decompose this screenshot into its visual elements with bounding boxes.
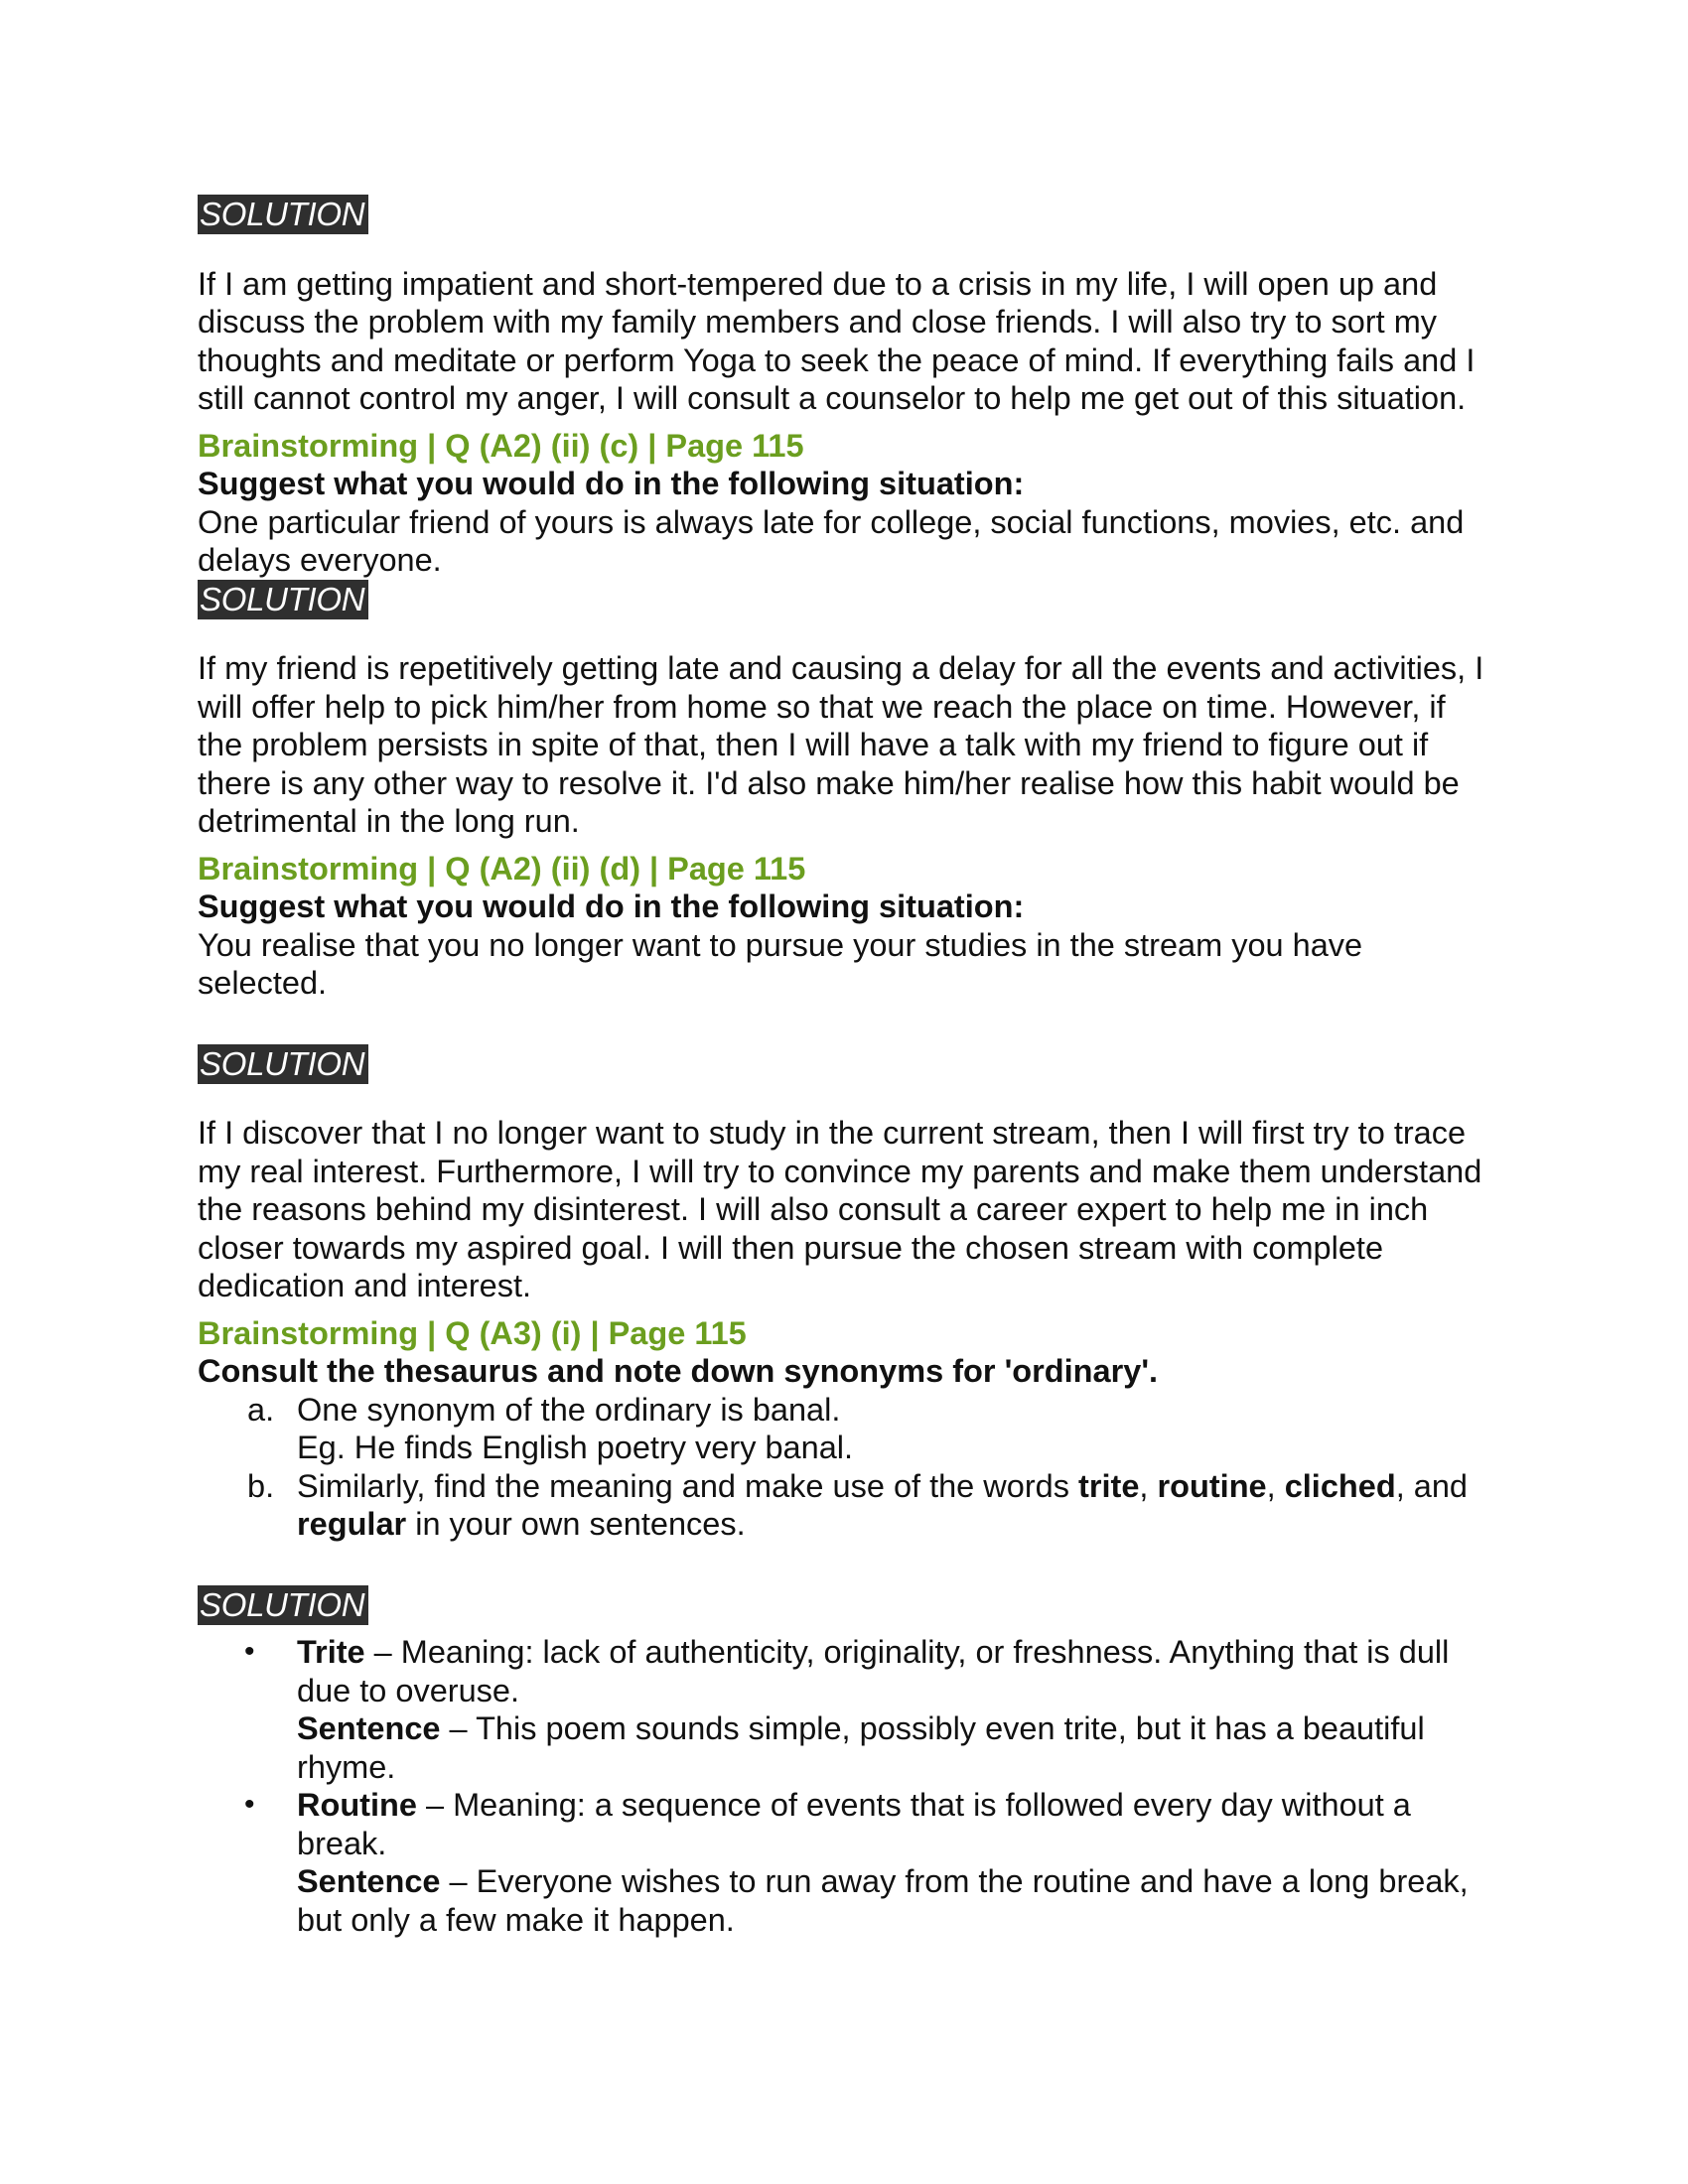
term-meaning: – Meaning: a sequence of events that is followed every day without a break. — [297, 1787, 1411, 1861]
list-item-text: in your own sentences. — [406, 1506, 746, 1542]
solution-label: SOLUTION — [198, 1585, 1498, 1634]
list-marker: a. — [247, 1391, 275, 1428]
list-item — [198, 1633, 1498, 1786]
list-item-example: Eg. He finds English poetry very banal. — [297, 1430, 854, 1465]
term-sentence: – This poem sounds simple, possibly even trite, but it has a beautiful rhyme. — [297, 1710, 1425, 1785]
term-meaning: – Meaning: lack of authenticity, originality, or freshness. Anything that is dull due to overuse. — [297, 1634, 1450, 1708]
question-text: Suggest what you would do in the following situation: — [198, 466, 1025, 501]
question-heading: Brainstorming | Q (A2) (ii) (c) | Page 115 — [198, 427, 804, 464]
keyword: routine — [1157, 1467, 1267, 1504]
list-item-text: Similarly, find the meaning and make use of the words — [297, 1467, 1079, 1504]
sentence-label: Sentence — [297, 1710, 441, 1746]
bullet-icon: • — [244, 1635, 255, 1668]
question-text: Suggest what you would do in the following situation: — [198, 888, 1025, 924]
solution-label: SOLUTION — [198, 580, 1498, 628]
list-item — [198, 1786, 1498, 1939]
keyword: cliched — [1284, 1467, 1396, 1504]
solution-label: SOLUTION — [198, 195, 1498, 243]
question-prompt: One particular friend of yours is always late for college, social functions, movies, etc. and delays everyone. — [198, 503, 1465, 578]
answer-paragraph: If I am getting impatient and short-tempered due to a crisis in my life, I will open up and discuss the problem with my family members and close friends. I will also try to sort my thoughts and meditate or perform Yoga to seek the peace of mind. If everything fails and I still cannot control my anger, I will consult a counselor to help me get out of this situation. — [198, 265, 1476, 416]
term: Trite — [297, 1634, 365, 1670]
question-heading: Brainstorming | Q (A3) (i) | Page 115 — [198, 1314, 747, 1351]
solution-list — [198, 1633, 1498, 1939]
list-item — [198, 1391, 1498, 1467]
document-page — [198, 195, 1498, 1939]
answer-paragraph: If my friend is repetitively getting late and causing a delay for all the events and activities, I will offer help to pick him/her from home so that we reach the place on time. However, if the problem persists in spite of that, then I will have a talk with my friend to figure out if there is any other way to resolve it. I'd also make him/her realise how this habit would be detrimental in the long run. — [198, 650, 1484, 839]
question-heading: Brainstorming | Q (A2) (ii) (d) | Page 115 — [198, 850, 806, 887]
separator: , — [1139, 1467, 1158, 1504]
question-text: Consult the thesaurus and note down synonyms for 'ordinary'. — [198, 1353, 1159, 1389]
sentence-label: Sentence — [297, 1863, 441, 1899]
answer-paragraph: If I discover that I no longer want to study in the current stream, then I will first try to trace my real interest. Furthermore, I will try to convince my parents and make them understand the reasons behind my disinterest. I will also consult a career expert to help me in inch closer towards my aspired goal. I will then pursue the chosen stream with complete dedication and interest. — [198, 1115, 1482, 1303]
list-marker: b. — [247, 1467, 275, 1504]
list-item-text: and — [1404, 1467, 1468, 1504]
synonym-list — [198, 1391, 1498, 1544]
separator: , — [1395, 1467, 1405, 1504]
term: Routine — [297, 1787, 417, 1823]
list-item-text: One synonym of the ordinary is banal. — [297, 1391, 841, 1428]
separator: , — [1266, 1467, 1285, 1504]
question-prompt: You realise that you no longer want to pursue your studies in the stream you have selected. — [198, 926, 1363, 1001]
keyword: regular — [297, 1506, 407, 1542]
solution-label: SOLUTION — [198, 1044, 1498, 1093]
term-sentence: – Everyone wishes to run away from the routine and have a long break, but only a few make it happen. — [297, 1863, 1469, 1938]
keyword: trite — [1078, 1467, 1140, 1504]
list-item — [198, 1467, 1498, 1544]
bullet-icon: • — [244, 1788, 255, 1821]
